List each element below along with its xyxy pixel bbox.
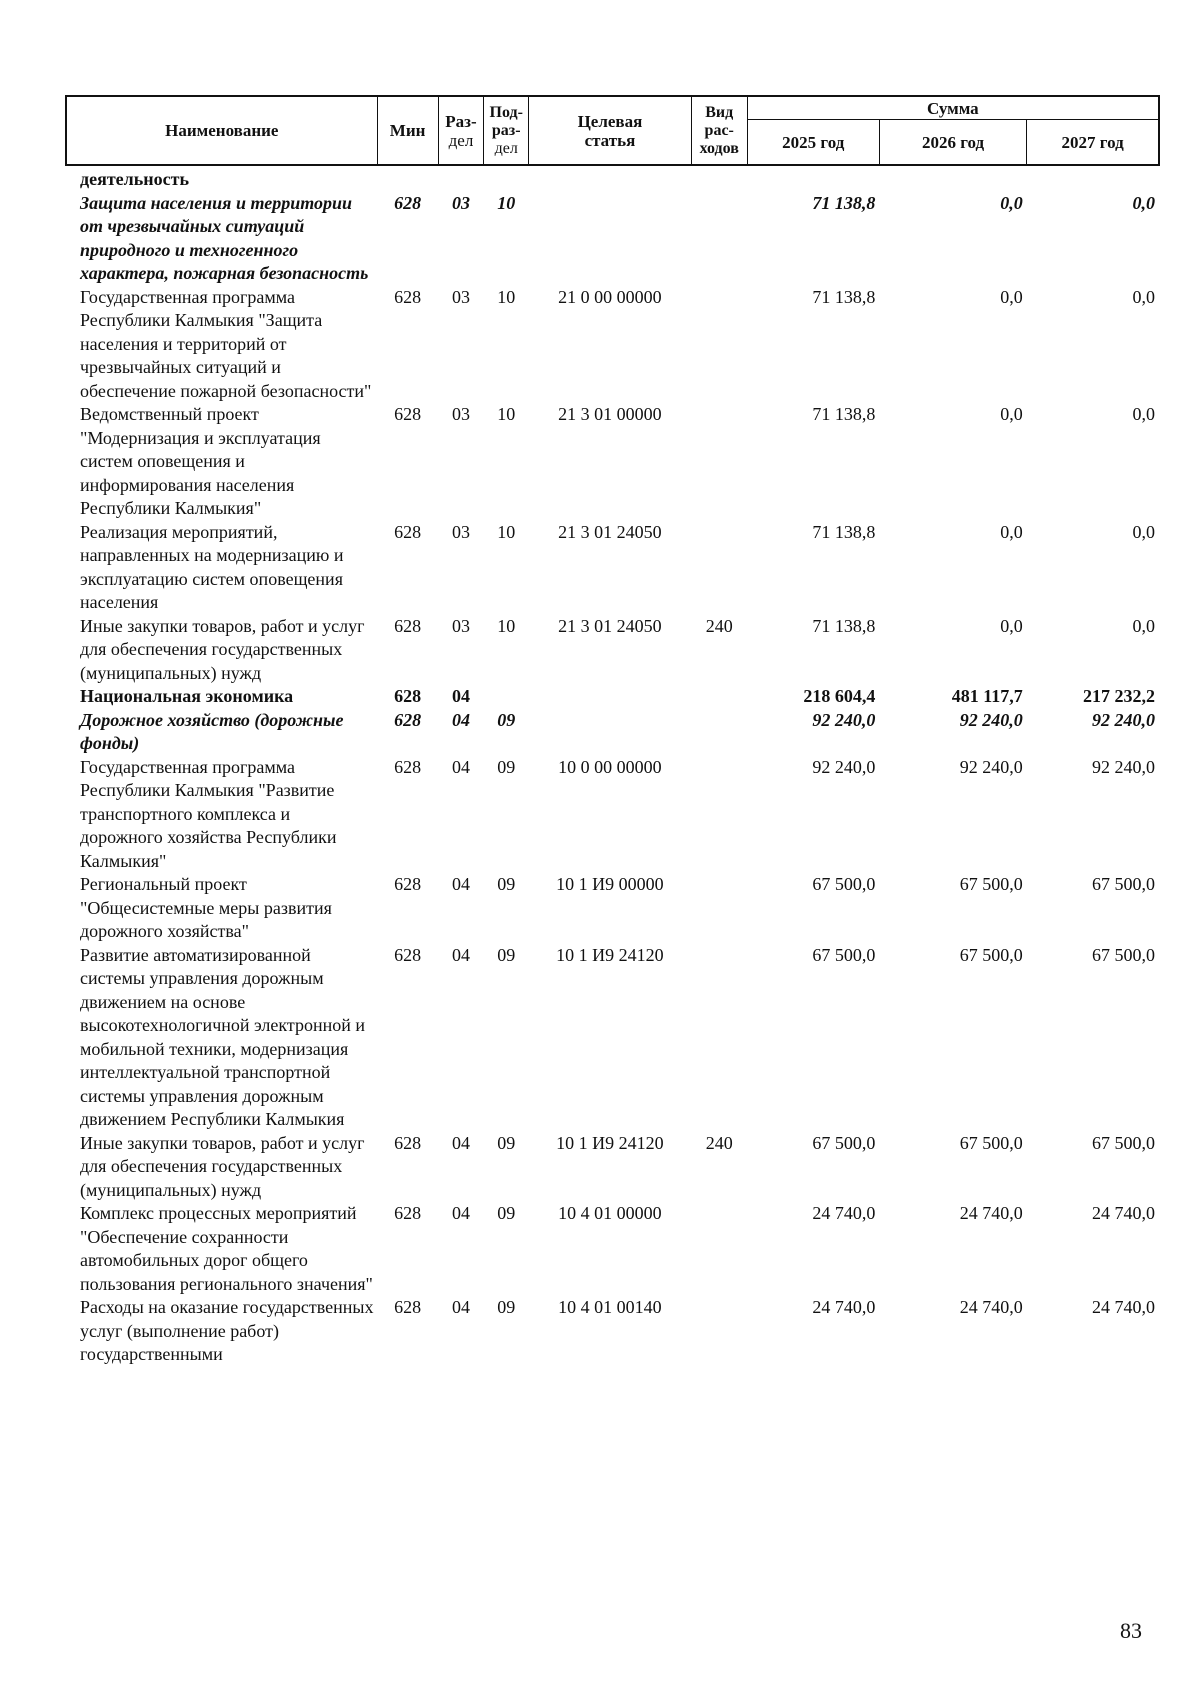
row-name: Ведомственный проект "Модернизация и эксплуатация систем оповещения и информирования населения Республики Калмыкия" <box>80 404 321 518</box>
row-vid <box>691 873 747 944</box>
row-2026: 67 500,0 <box>959 1132 1023 1153</box>
header-celevaya-line1: Целевая <box>577 111 643 131</box>
row-2026: 0,0 <box>1000 615 1023 636</box>
row-vid <box>691 521 747 615</box>
row-2027: 0,0 <box>1132 286 1155 307</box>
row-celevaya: 10 4 01 00000 <box>558 1203 662 1223</box>
budget-table <box>65 95 1160 1367</box>
table-row <box>66 944 1159 1132</box>
header-vid-line3: ходов <box>699 139 739 157</box>
row-podrazdel: 09 <box>497 1203 516 1223</box>
row-2027: 24 740,0 <box>1092 1203 1155 1223</box>
row-2027: 67 500,0 <box>1092 944 1155 965</box>
row-podrazdel: 09 <box>497 756 516 777</box>
row-celevaya: 21 3 01 24050 <box>558 615 662 636</box>
header-razdel-line2: дел <box>448 130 474 150</box>
row-name: Дорожное хозяйство (дорожные фонды) <box>80 709 344 753</box>
header-podrazdel-line2: раз- <box>491 121 521 139</box>
row-name: Комплекс процессных мероприятий "Обеспечение сохранности автомобильных дорог общего пользования регионального значения" <box>80 1203 373 1294</box>
row-2026: 481 117,7 <box>951 686 1023 706</box>
row-razdel: 04 <box>451 1297 470 1317</box>
table-row <box>66 873 1159 944</box>
row-2026: 24 740,0 <box>959 1203 1023 1223</box>
row-podrazdel <box>484 685 529 709</box>
row-celevaya: 10 1 И9 00000 <box>556 874 664 894</box>
row-min: 628 <box>394 1297 422 1317</box>
row-vid <box>691 286 747 404</box>
row-vid <box>691 192 747 286</box>
header-year-2027: 2027 год <box>1027 120 1159 166</box>
row-razdel: 04 <box>451 709 470 730</box>
row-podrazdel: 09 <box>497 944 516 965</box>
row-2026: 24 740,0 <box>959 1297 1023 1317</box>
row-2026: 0,0 <box>1000 192 1023 213</box>
row-2027: 217 232,2 <box>1083 686 1155 706</box>
row-min: 628 <box>394 709 422 730</box>
row-2025: 218 604,4 <box>803 686 876 706</box>
row-min: 628 <box>394 756 422 777</box>
row-min: 628 <box>394 286 422 307</box>
row-2027: 0,0 <box>1132 192 1155 213</box>
row-2026: 67 500,0 <box>959 944 1023 965</box>
header-year-2026: 2026 год <box>879 120 1026 166</box>
row-vid <box>691 709 747 756</box>
row-2025: 24 740,0 <box>812 1203 876 1223</box>
row-razdel: 04 <box>451 686 470 706</box>
table-row <box>66 615 1159 686</box>
row-vid <box>691 1296 747 1367</box>
row-2027: 92 240,0 <box>1092 756 1155 777</box>
row-vid <box>691 165 747 192</box>
header-razdel-line1: Раз- <box>445 111 477 131</box>
row-celevaya <box>529 685 692 709</box>
row-min: 628 <box>394 615 422 636</box>
row-celevaya <box>529 192 692 286</box>
header-razdel <box>438 96 484 165</box>
header-vid-line1: Вид <box>705 103 734 121</box>
row-celevaya: 10 4 01 00140 <box>558 1297 662 1317</box>
row-celevaya: 21 3 01 24050 <box>558 521 662 542</box>
table-row <box>66 192 1159 286</box>
row-min: 628 <box>394 686 422 706</box>
row-name: Государственная программа Республики Калмыкия "Развитие транспортного комплекса и дорожного хозяйства Республики Калмыкия" <box>80 756 337 871</box>
table-header <box>66 96 1159 165</box>
table-row <box>66 521 1159 615</box>
row-2025: 71 138,8 <box>812 192 876 213</box>
header-min: Мин <box>377 96 438 165</box>
table-row <box>66 1132 1159 1203</box>
row-razdel: 04 <box>451 874 470 894</box>
row-vid: 240 <box>705 615 733 636</box>
row-min: 628 <box>394 521 422 542</box>
row-razdel <box>438 165 484 192</box>
row-min: 628 <box>394 1203 422 1223</box>
row-2025: 71 138,8 <box>812 615 876 636</box>
row-name: Национальная экономика <box>80 686 294 706</box>
row-name: Реализация мероприятий, направленных на модернизацию и эксплуатацию систем оповещения населения <box>80 521 344 612</box>
row-celevaya: 21 3 01 00000 <box>558 404 662 424</box>
table-row <box>66 1296 1159 1367</box>
row-razdel: 04 <box>451 944 470 965</box>
header-name: Наименование <box>66 96 377 165</box>
row-razdel: 04 <box>451 1132 470 1153</box>
table-row <box>66 709 1159 756</box>
row-2025: 67 500,0 <box>812 874 876 894</box>
header-podrazdel-line1: Под- <box>489 103 523 121</box>
row-podrazdel: 09 <box>497 709 516 730</box>
table-body <box>66 165 1159 1367</box>
row-name: Расходы на оказание государственных услуг (выполнение работ) государственными <box>80 1297 374 1364</box>
row-2025: 71 138,8 <box>812 286 876 307</box>
row-2026: 0,0 <box>1000 404 1023 424</box>
header-podrazdel <box>484 96 529 165</box>
row-min: 628 <box>394 1132 422 1153</box>
row-vid: 240 <box>705 1132 733 1153</box>
row-min: 628 <box>394 404 422 424</box>
row-min: 628 <box>394 944 422 965</box>
page-number: 83 <box>1120 1618 1142 1643</box>
header-vid-line2: рас- <box>704 121 734 139</box>
row-podrazdel: 10 <box>497 521 516 542</box>
header-vid <box>691 96 747 165</box>
row-2025: 92 240,0 <box>812 709 876 730</box>
row-2026: 67 500,0 <box>959 874 1023 894</box>
row-vid <box>691 1202 747 1296</box>
row-2027: 0,0 <box>1132 615 1155 636</box>
row-2027: 67 500,0 <box>1092 1132 1155 1153</box>
table-row <box>66 1202 1159 1296</box>
row-2027: 0,0 <box>1132 521 1155 542</box>
row-name: Защита населения и территории от чрезвычайных ситуаций природного и техногенного характера, пожарная безопасность <box>80 192 369 283</box>
row-2026: 0,0 <box>1000 521 1023 542</box>
row-min <box>377 165 438 192</box>
row-2025: 67 500,0 <box>812 944 876 965</box>
row-min: 628 <box>394 192 422 213</box>
row-razdel: 04 <box>451 756 470 777</box>
row-name: Иные закупки товаров, работ и услуг для обеспечения государственных (муниципальных) нужд <box>80 615 365 683</box>
row-name: деятельность <box>80 169 190 189</box>
row-2027: 24 740,0 <box>1092 1297 1155 1317</box>
row-2027: 0,0 <box>1132 404 1155 424</box>
header-year-2025: 2025 год <box>747 120 879 166</box>
table-row <box>66 756 1159 874</box>
row-2027: 92 240,0 <box>1092 709 1155 730</box>
table-row <box>66 403 1159 521</box>
row-podrazdel <box>484 165 529 192</box>
row-2025 <box>747 165 879 192</box>
row-2025: 24 740,0 <box>812 1297 876 1317</box>
header-celevaya-line2: статья <box>584 130 636 150</box>
table-row <box>66 685 1159 709</box>
row-2026: 92 240,0 <box>959 756 1023 777</box>
row-2025: 92 240,0 <box>812 756 876 777</box>
row-celevaya: 10 0 00 00000 <box>558 756 662 777</box>
row-vid <box>691 403 747 521</box>
row-razdel: 03 <box>451 615 470 636</box>
row-2027 <box>1027 165 1159 192</box>
row-razdel: 03 <box>451 404 470 424</box>
row-razdel: 03 <box>451 521 470 542</box>
table-row <box>66 286 1159 404</box>
row-razdel: 04 <box>451 1203 470 1223</box>
row-podrazdel: 09 <box>497 874 516 894</box>
row-2026: 92 240,0 <box>959 709 1023 730</box>
header-celevaya <box>529 96 692 165</box>
row-2026: 0,0 <box>1000 286 1023 307</box>
row-celevaya <box>529 709 692 756</box>
row-vid <box>691 944 747 1132</box>
row-name: Региональный проект "Общесистемные меры развития дорожного хозяйства" <box>80 874 332 941</box>
row-name: Иные закупки товаров, работ и услуг для обеспечения государственных (муниципальных) нужд <box>80 1132 365 1200</box>
row-celevaya: 10 1 И9 24120 <box>556 944 664 965</box>
row-celevaya: 21 0 00 00000 <box>558 286 662 307</box>
row-podrazdel: 10 <box>497 615 516 636</box>
row-name: Развитие автоматизированной системы управления дорожным движением на основе высокотехнологичной электронной и мобильной техники, модернизация интеллектуальной транспортной системы управления дорожным движением Республики Калмыкия <box>80 944 366 1129</box>
row-min: 628 <box>394 874 422 894</box>
header-podrazdel-line3: дел <box>494 139 518 157</box>
row-name: Государственная программа Республики Калмыкия "Защита населения и территорий от чрезвычайных ситуаций и обеспечение пожарной безопасности" <box>80 286 372 401</box>
table-row <box>66 165 1159 192</box>
row-2025: 71 138,8 <box>812 521 876 542</box>
row-vid <box>691 685 747 709</box>
row-podrazdel: 10 <box>497 286 516 307</box>
row-celevaya: 10 1 И9 24120 <box>556 1132 664 1153</box>
row-vid <box>691 756 747 874</box>
row-celevaya <box>529 165 692 192</box>
header-summa: Сумма <box>747 96 1159 120</box>
row-2027: 67 500,0 <box>1092 874 1155 894</box>
row-razdel: 03 <box>451 192 470 213</box>
row-podrazdel: 10 <box>497 192 516 213</box>
row-podrazdel: 09 <box>497 1297 516 1317</box>
row-2026 <box>879 165 1026 192</box>
row-2025: 71 138,8 <box>812 404 876 424</box>
row-podrazdel: 09 <box>497 1132 516 1153</box>
row-podrazdel: 10 <box>497 404 516 424</box>
row-2025: 67 500,0 <box>812 1132 876 1153</box>
row-razdel: 03 <box>451 286 470 307</box>
